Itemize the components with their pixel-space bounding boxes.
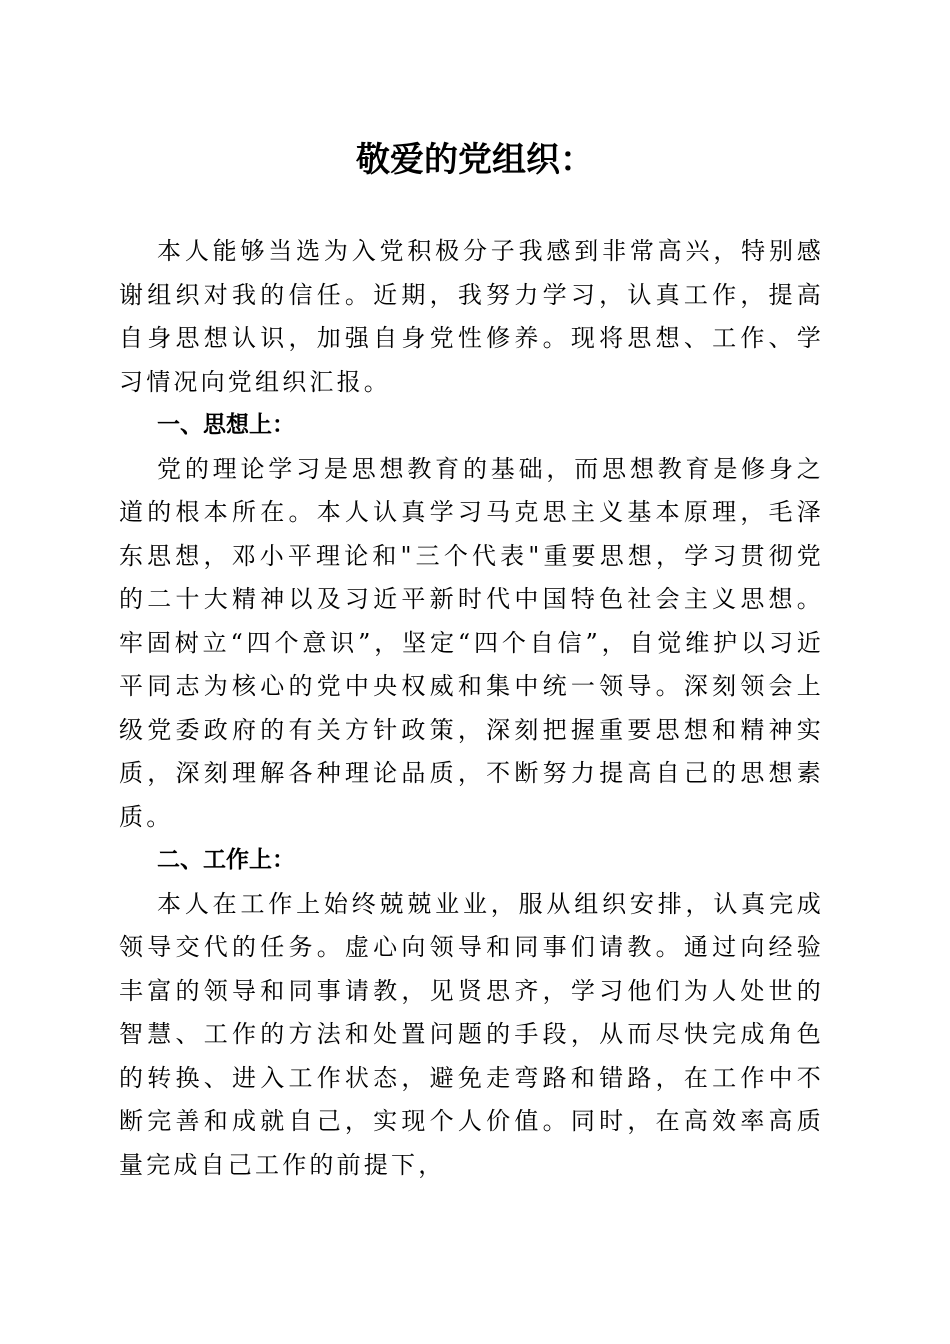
section-heading-work: 二、工作上： (157, 847, 295, 873)
document-body (119, 230, 824, 1187)
work-paragraph: 本人在工作上始终兢兢业业，服从组织安排，认真完成领导交代的任务。虚心向领导和同事们请教。通过向经验丰富的领导和同事请教，见贤思齐，学习他们为人处世的智慧、工作的方法和处置问题的手段，从而尽快完成角色的转换、进入工作状态，避免走弯路和错路，在工作中不断完善和成就自己，实现个人价值。同时，在高效率高质量完成自己工作的前提下， (119, 889, 824, 1179)
thought-paragraph: 党的理论学习是思想教育的基础，而思想教育是修身之道的根本所在。本人认真学习马克思主义基本原理，毛泽东思想，邓小平理论和"三个代表"重要思想，学习贯彻党的二十大精神以及习近平新时代中国特色社会主义思想。牢固树立“四个意识”，坚定“四个自信”，自觉维护以习近平同志为核心的党中央权威和集中统一领导。深刻领会上级党委政府的有关方针政策，深刻把握重要思想和精神实质，深刻理解各种理论品质，不断努力提高自己的思想素质。 (119, 454, 824, 831)
section-heading-thought: 一、思想上： (157, 412, 295, 438)
intro-paragraph: 本人能够当选为入党积极分子我感到非常高兴，特别感谢组织对我的信任。近期，我努力学习，认真工作，提高自身思想认识，加强自身党性修养。现将思想、工作、学习情况向党组织汇报。 (119, 237, 824, 396)
document-title: 敬爱的党组织： (356, 140, 594, 180)
